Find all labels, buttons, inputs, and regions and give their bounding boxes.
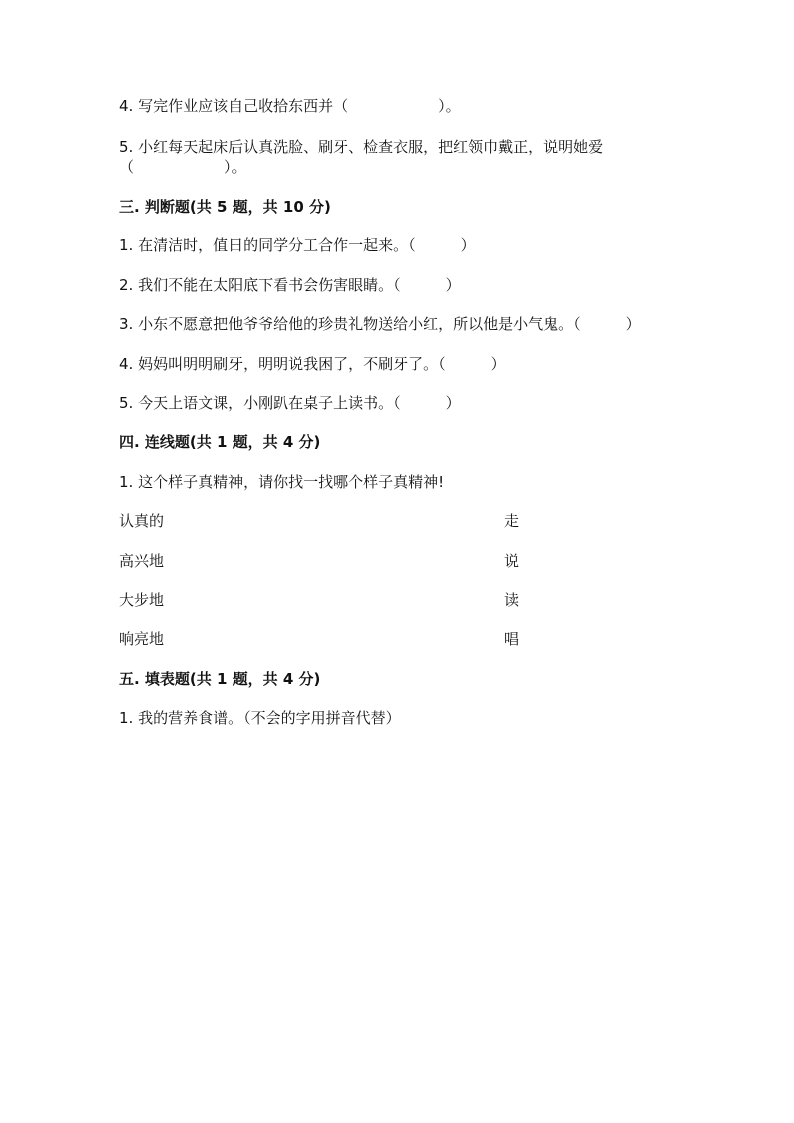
match-left-item: 高兴地 bbox=[119, 552, 165, 570]
question-text: 4. 妈妈叫明明刷牙，明明说我困了，不刷牙了。（ ） bbox=[119, 355, 506, 373]
match-left-item: 大步地 bbox=[119, 591, 165, 609]
question-text: 5. 小红每天起床后认真洗脸、刷牙、检查衣服，把红领巾戴正，说明她爱 bbox=[119, 138, 604, 156]
match-right-item: 唱 bbox=[504, 630, 520, 648]
section-heading: 五. 填表题(共 1 题，共 4 分) bbox=[119, 670, 321, 688]
match-right-item: 说 bbox=[504, 552, 520, 570]
question-text: 5. 今天上语文课，小刚趴在桌子上读书。（ ） bbox=[119, 394, 461, 412]
question-text: 3. 小东不愿意把他爷爷给他的珍贵礼物送给小红，所以他是小气鬼。（ ） bbox=[119, 315, 641, 333]
question-text: 1. 这个样子真精神，请你找一找哪个样子真精神! bbox=[119, 473, 445, 491]
match-right-item: 读 bbox=[504, 591, 520, 609]
question-text: 1. 在清洁时，值日的同学分工合作一起来。（ ） bbox=[119, 236, 476, 254]
match-left-item: 认真的 bbox=[119, 512, 165, 530]
section-heading: 三. 判断题(共 5 题，共 10 分) bbox=[119, 198, 331, 216]
section-heading: 四. 连线题(共 1 题，共 4 分) bbox=[119, 433, 321, 451]
question-text: 2. 我们不能在太阳底下看书会伤害眼睛。（ ） bbox=[119, 276, 461, 294]
question-text: 1. 我的营养食谱。（不会的字用拼音代替） bbox=[119, 709, 401, 727]
question-text: （ ）。 bbox=[119, 158, 247, 176]
question-text: 4. 写完作业应该自己收拾东西并（ ）。 bbox=[119, 97, 461, 115]
match-right-item: 走 bbox=[504, 512, 520, 530]
match-left-item: 响亮地 bbox=[119, 630, 165, 648]
